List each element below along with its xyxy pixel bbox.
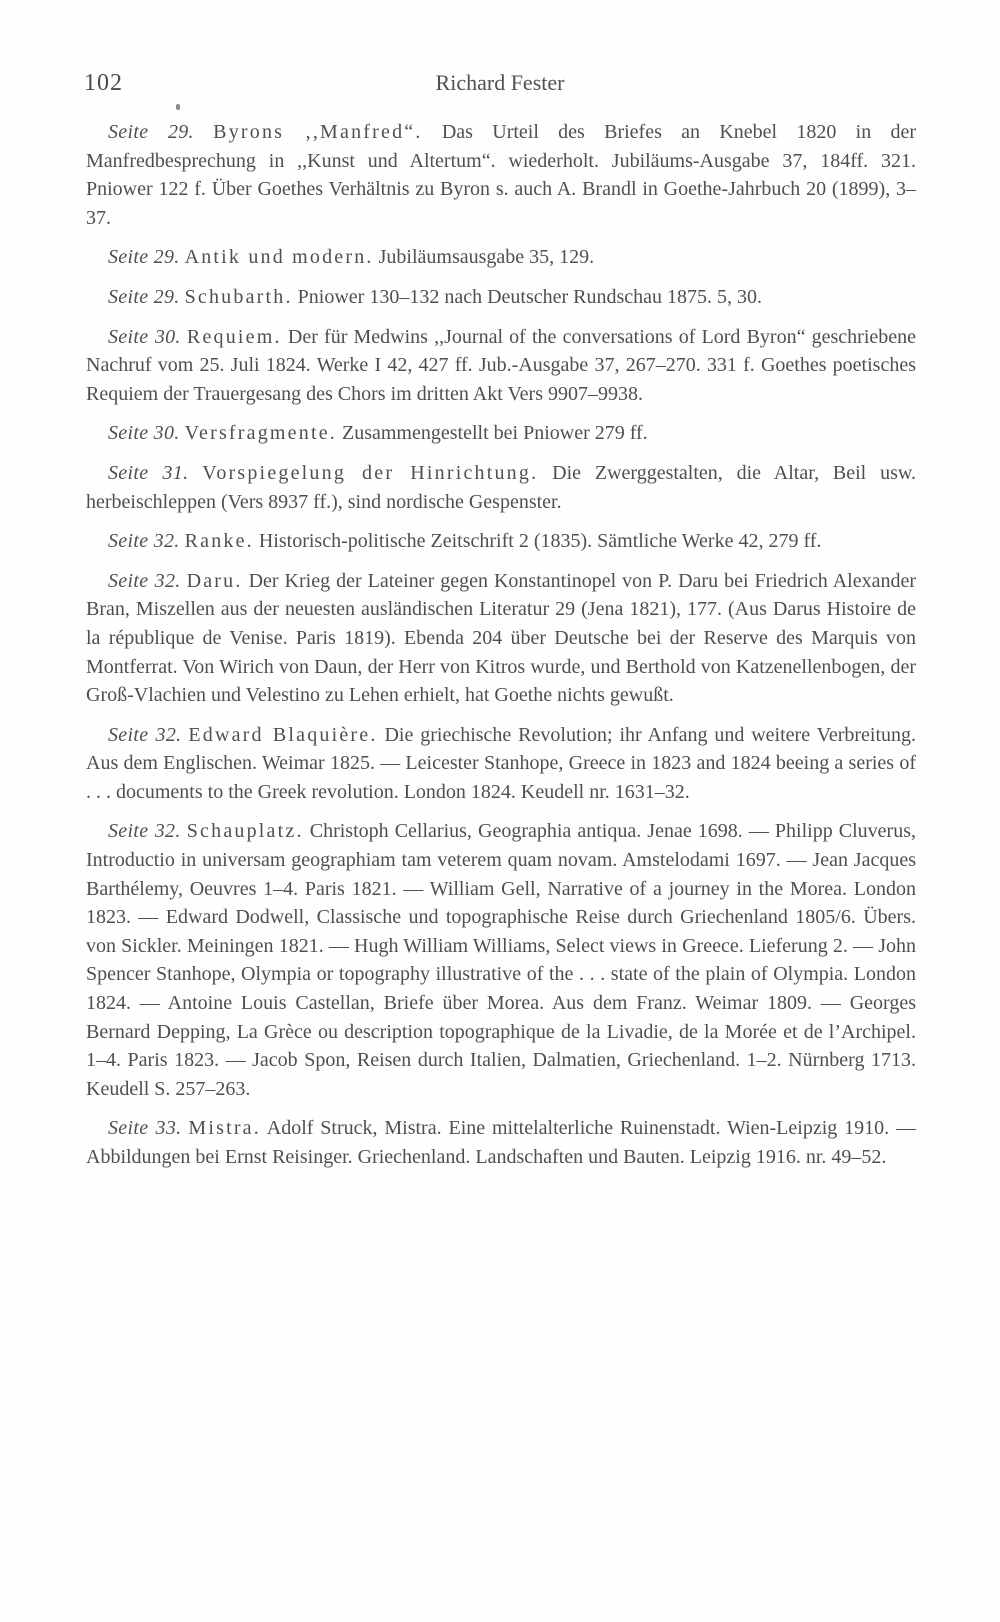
page-number: 102 <box>84 70 123 96</box>
note-entry <box>86 459 916 516</box>
note-reference: Seite 32. <box>108 569 181 592</box>
note-keyword: Ranke. <box>184 530 254 553</box>
note-keyword: Daru. <box>186 569 243 592</box>
note-reference: Seite 29. <box>108 246 180 269</box>
note-keyword: Versfragmente. <box>184 422 337 445</box>
note-entry <box>86 721 916 807</box>
note-reference: Seite 29. <box>108 285 180 308</box>
note-entry <box>86 817 916 1103</box>
note-reference: Seite 32. <box>108 723 182 746</box>
note-reference: Seite 29. <box>108 121 194 143</box>
note-text: Die Zwerggestalten, die Altar, Beil usw. herbeischleppen (Vers 8937 ff.), sind nordische Gespenster. <box>86 461 916 513</box>
note-keyword: Antik und modern. <box>184 246 374 269</box>
note-reference: Seite 32. <box>108 530 180 553</box>
note-reference: Seite 30. <box>108 422 180 445</box>
note-text: Pniower 130–132 nach Deutscher Rundschau 1875. 5, 30. <box>297 285 763 308</box>
notes-list <box>86 118 916 1183</box>
note-keyword: Mistra. <box>188 1117 261 1140</box>
note-reference: Seite 33. <box>108 1117 182 1140</box>
note-keyword: Schubarth. <box>184 285 293 308</box>
note-keyword: Byrons ,,Manfred“. <box>213 121 423 143</box>
note-entry <box>86 323 916 409</box>
running-head: Richard Fester <box>435 70 565 95</box>
note-text: Der Krieg der Lateiner gegen Konstantinopel von P. Daru bei Friedrich Alexander Bran, Miszellen aus der neuesten ausländischen Literatur 29 (Jena 1821), 177. (Aus Darus Histoire de la république de Venise. Paris 1819). Ebenda 204 über Deutsche bei der Reserve des Marquis von Montferrat. Von Wirich von Daun, der Herr von Kitros wurde, und Berthold von Katzenellenbogen, der Groß-Vlachien und Velestino zu Lehen erhielt, hat Goethe nichts gewußt. <box>86 569 916 707</box>
note-text: Die griechische Revolution; ihr Anfang und weitere Verbreitung. Aus dem Englischen. Weimar 1825. — Leicester Stanhope, Greece in 1823 and 1824 beeing a series of . . . documents to the Greek revolution. London 1824. Keudell nr. 1631–32. <box>86 723 917 803</box>
note-text: Das Urteil des Briefes an Knebel 1820 in der Manfredbesprechung in ,,Kunst und Altertum“. wiederholt. Jubiläums-Ausgabe 37, 184ff. 321. Pniower 122 f. Über Goethes Verhältnis zu Byron s. auch A. Brandl in Goethe-Jahrbuch 20 (1899), 3–37. <box>86 121 917 229</box>
note-text: Zusammengestellt bei Pniower 279 ff. <box>342 422 648 445</box>
note-keyword: Requiem. <box>186 325 282 348</box>
note-keyword: Schauplatz. <box>186 820 304 843</box>
note-keyword: Vorspiegelung der Hinrichtung. <box>202 461 539 484</box>
note-keyword: Edward Blaquière. <box>188 723 378 746</box>
note-entry <box>86 419 916 448</box>
note-entry <box>86 118 916 232</box>
note-entry <box>86 527 916 556</box>
note-reference: Seite 30. <box>108 325 181 348</box>
note-text: Historisch-politische Zeitschrift 2 (1835). Sämtliche Werke 42, 279 ff. <box>258 530 822 553</box>
note-reference: Seite 32. <box>108 820 181 843</box>
note-text: Jubiläumsausgabe 35, 129. <box>378 246 595 269</box>
note-text: Der für Medwins ,,Journal of the conversations of Lord Byron“ geschriebene Nachruf vom 25. Juli 1824. Werke I 42, 427 ff. Jub.-Ausgabe 37, 267–270. 331 f. Goethes poetisches Requiem der Trauergesang des Chors im dritten Akt Vers 9907–9938. <box>86 325 917 405</box>
note-text: Christoph Cellarius, Geographia antiqua. Jenae 1698. — Philipp Cluverus, Introductio in universam geographiam tam veterem quam novam. Amstelodami 1697. — Jean Jacques Barthélemy, Oeuvres 1–4. Paris 1821. — William Gell, Narrative of a journey in the Morea. London 1823. — Edward Dodwell, Classische und topographische Reise durch Griechenland 1805/6. Übers. von Sickler. Meiningen 1821. — Hugh William Williams, Select views in Greece. Lieferung 2. — John Spencer Stanhope, Olympia or topography illustrative of the . . . state of the plain of Olympia. London 1824. — Antoine Louis Castellan, Briefe über Morea. Aus dem Franz. Weimar 1809. — Georges Bernard Depping, La Grèce ou description topographique de la Livadie, de la Morée et de l’Archipel. 1–4. Paris 1823. — Jacob Spon, Reisen durch Italien, Dalmatien, Griechenland. 1–2. Nürnberg 1713. Keudell S. 257–263. <box>86 820 917 1100</box>
page-header <box>84 66 916 106</box>
ink-speck <box>176 104 180 110</box>
note-entry <box>86 567 916 710</box>
note-entry <box>86 283 916 312</box>
note-text: Adolf Struck, Mistra. Eine mittelalterliche Ruinenstadt. Wien-Leipzig 1910. — Abbildungen bei Ernst Reisinger. Griechenland. Landschaften und Bauten. Leipzig 1916. nr. 49–52. <box>86 1117 916 1168</box>
note-entry <box>86 1114 916 1171</box>
note-reference: Seite 31. <box>108 461 189 484</box>
note-entry <box>86 243 916 272</box>
